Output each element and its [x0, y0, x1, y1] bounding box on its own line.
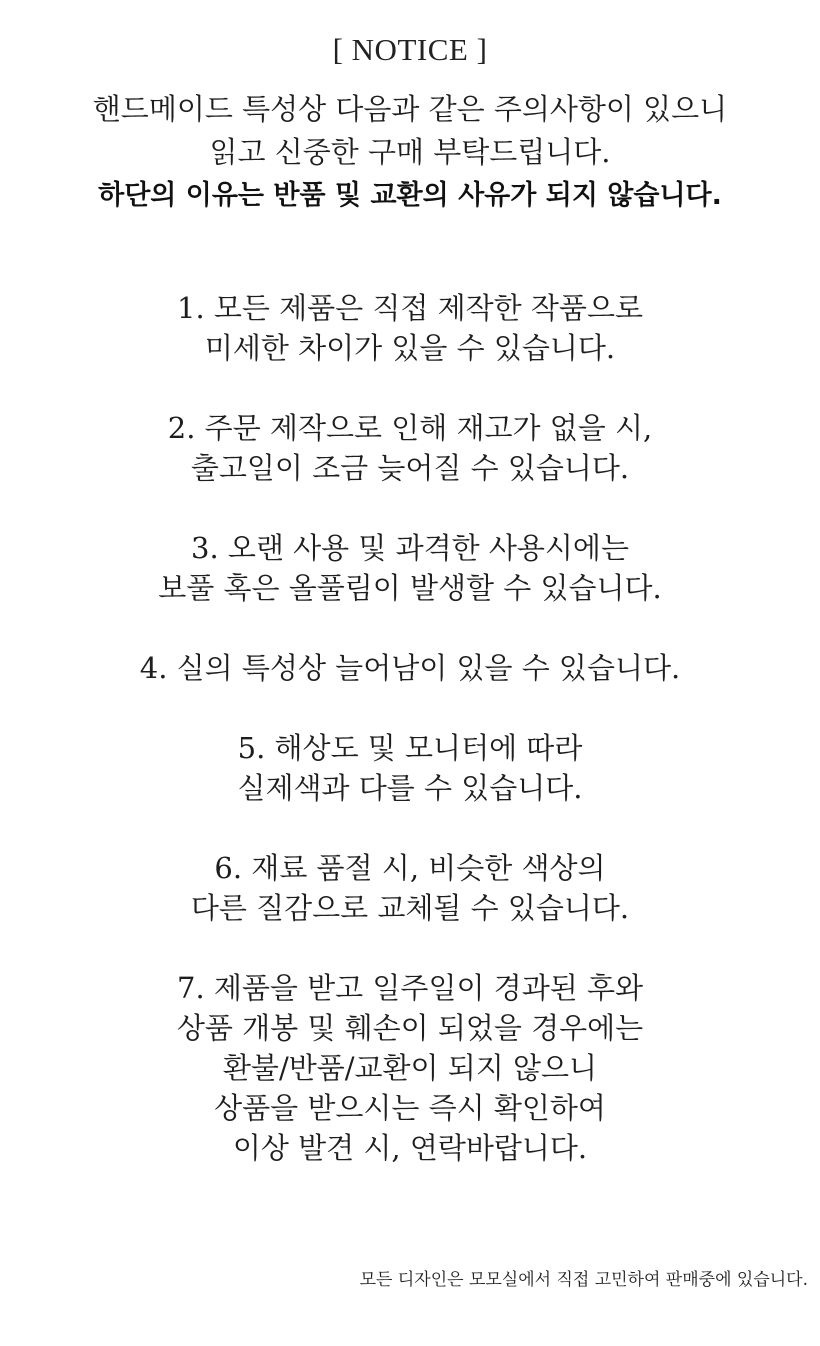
notice-title: [ NOTICE ]: [332, 32, 488, 67]
rule-line: 보풀 혹은 올풀림이 발생할 수 있습니다.: [158, 571, 662, 605]
rule-line: 3. 오랜 사용 및 과격한 사용시에는: [191, 531, 629, 565]
rule-line: 환불/반품/교환이 되지 않으니: [222, 1051, 598, 1085]
intro-block: [0, 88, 820, 217]
rule-line: 2. 주문 제작으로 인해 재고가 없을 시,: [167, 411, 653, 445]
rule-line: 상품을 받으시는 즉시 확인하여: [214, 1091, 606, 1125]
rule-item-1: [0, 288, 820, 368]
rule-line: 4. 실의 특성상 늘어남이 있을 수 있습니다.: [139, 651, 681, 685]
rule-line: 실제색과 다를 수 있습니다.: [237, 771, 583, 805]
intro-line-1: 핸드메이드 특성상 다음과 같은 주의사항이 있으니: [92, 92, 728, 126]
rule-line: 상품 개봉 및 훼손이 되었을 경우에는: [176, 1011, 644, 1045]
notice-rules-list: [0, 288, 820, 1208]
rule-line: 7. 제품을 받고 일주일이 경과된 후와: [177, 971, 643, 1005]
rule-line: 미세한 차이가 있을 수 있습니다.: [204, 331, 616, 365]
rule-item-5: [0, 728, 820, 808]
rule-line: 6. 재료 품절 시, 비슷한 색상의: [214, 851, 606, 885]
rule-line: 출고일이 조금 늦어질 수 있습니다.: [190, 451, 630, 485]
rule-line: 5. 해상도 및 모니터에 따라: [237, 731, 583, 765]
rule-item-7: [0, 968, 820, 1168]
footer-note: 모든 디자인은 모모실에서 직접 고민하여 판매중에 있습니다.: [359, 1270, 808, 1290]
rule-line: 이상 발견 시, 연락바랍니다.: [232, 1131, 588, 1165]
intro-bold-warning: 하단의 이유는 반품 및 교환의 사유가 되지 않습니다.: [98, 180, 722, 211]
rule-item-6: [0, 848, 820, 928]
rule-item-2: [0, 408, 820, 488]
rule-line: 1. 모든 제품은 직접 제작한 작품으로: [177, 291, 643, 325]
rule-item-3: [0, 528, 820, 608]
intro-line-2: 읽고 신중한 구매 부탁드립니다.: [209, 135, 611, 169]
rule-line: 다른 질감으로 교체될 수 있습니다.: [190, 891, 630, 925]
rule-item-4: [0, 648, 820, 688]
